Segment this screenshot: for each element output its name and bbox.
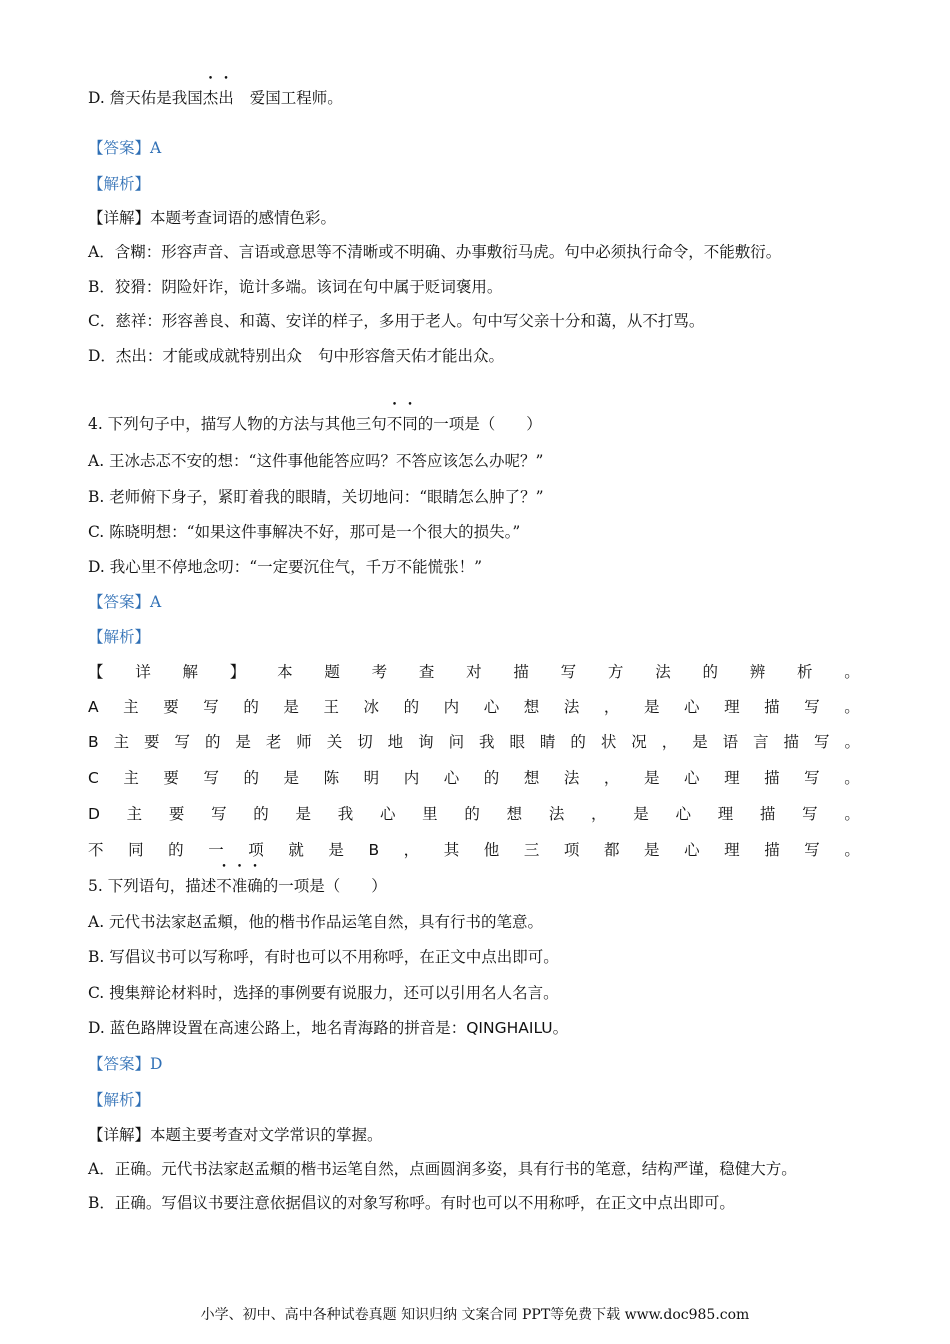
q5-option-a: A. 元代书法家赵孟頫，他的楷书作品运笔自然，具有行书的笔意。 — [88, 913, 544, 931]
q3-analysis-heading: 【解析】 — [88, 175, 151, 193]
detail-char: 描 — [783, 733, 800, 751]
detail-char: ， — [603, 698, 620, 716]
detail-char: 的 — [168, 841, 184, 859]
detail-char: 。 — [844, 733, 860, 751]
detail-char: 析 — [796, 663, 813, 681]
q5-option-d: D. 蓝色路牌设置在高速公路上，地名青海路的拼音是：QINGHAILU。 — [88, 1019, 569, 1037]
detail-char: 项 — [563, 841, 580, 859]
emphasis-dot-char: 不 — [386, 415, 403, 433]
q4-option-b: B. 老师俯下身子，紧盯着我的眼睛，关切地问：“眼睛怎么肿了？” — [88, 488, 544, 506]
detail-char: D — [88, 805, 100, 823]
detail-char: 是 — [644, 841, 660, 859]
detail-char: 方 — [607, 663, 624, 681]
detail-char: 主 — [123, 698, 139, 716]
detail-char: 他 — [483, 841, 500, 859]
detail-char: 理 — [724, 698, 740, 716]
detail-char: 状 — [600, 733, 617, 751]
detail-char: 法 — [655, 663, 671, 681]
detail-char: 要 — [163, 698, 179, 716]
q4-detail-row — [88, 767, 860, 789]
q3-option-d: D. 詹天佑是我国杰出 爱国工程师。 — [88, 89, 343, 107]
detail-char: 写 — [174, 733, 190, 751]
detail-char: 。 — [844, 663, 860, 681]
detail-char: 切 — [357, 733, 373, 751]
detail-char: 要 — [163, 769, 179, 787]
detail-char: 心 — [684, 698, 700, 716]
detail-char: 是 — [295, 805, 312, 823]
detail-char: 。 — [844, 769, 860, 787]
detail-char: 描 — [513, 663, 529, 681]
detail-char: 三 — [523, 841, 540, 859]
detail-char: 老 — [265, 733, 282, 751]
emphasis-dot-char: 确 — [247, 877, 263, 895]
detail-char: 是 — [328, 841, 344, 859]
detail-char: 题 — [324, 663, 340, 681]
detail-char: 询 — [418, 733, 434, 751]
emphasis-dot-char: 杰 — [202, 89, 219, 107]
q3-detail: 【详解】本题考查词语的感情色彩。 — [88, 209, 337, 227]
q4-option-d: D. 我心里不停地念叨：“一定要沉住气，千万不能慌张！” — [88, 558, 483, 576]
detail-char: 主 — [126, 805, 143, 823]
detail-char: 法 — [563, 769, 580, 787]
detail-char: 项 — [248, 841, 264, 859]
detail-char: 问 — [448, 733, 465, 751]
detail-char: 写 — [203, 769, 219, 787]
detail-char: 要 — [144, 733, 160, 751]
detail-char: 写 — [203, 698, 219, 716]
detail-char: 心 — [684, 841, 700, 859]
detail-char: 的 — [403, 698, 420, 716]
detail-char: 心 — [684, 769, 700, 787]
detail-char: 要 — [168, 805, 185, 823]
detail-char: 言 — [753, 733, 769, 751]
q5-stem: 5. 下列语句，描述不准确的一项是（ ） — [88, 877, 387, 895]
detail-char: 就 — [288, 841, 304, 859]
detail-char: ， — [591, 805, 607, 823]
detail-char: 的 — [483, 769, 500, 787]
detail-char: 描 — [764, 769, 780, 787]
detail-char: 是 — [643, 698, 660, 716]
detail-char: 想 — [523, 698, 540, 716]
detail-char: ， — [603, 769, 620, 787]
detail-char: 是 — [643, 769, 660, 787]
detail-char: 心 — [675, 805, 691, 823]
q3-answer: 【答案】A — [88, 139, 162, 157]
detail-char: 描 — [764, 698, 780, 716]
detail-char: 本 — [277, 663, 293, 681]
detail-char: 的 — [204, 733, 221, 751]
detail-char: B — [88, 733, 99, 751]
detail-char: 我 — [479, 733, 495, 751]
detail-char: ， — [661, 733, 678, 751]
emphasis-dot-char: 准 — [231, 877, 248, 895]
q3-explanation-a: A．含糊：形容声音、言语或意思等不清晰或不明确、办事敷衍马虎。句中必须执行命令，不能敷衍。 — [88, 243, 782, 261]
detail-char: 写 — [560, 663, 577, 681]
detail-char: 我 — [337, 805, 354, 823]
q5-option-b: B. 写倡议书可以写称呼，有时也可以不用称呼，在正文中点出即可。 — [88, 948, 559, 966]
detail-char: 写 — [804, 841, 820, 859]
detail-char: 内 — [403, 769, 420, 787]
q4-option-a: A. 王冰忐忑不安的想：“这件事他能答应吗？不答应该怎么办呢？” — [88, 452, 544, 470]
q3-explanation-d: D．杰出：才能或成就特别出众 句中形容詹天佑才能出众。 — [88, 347, 504, 365]
detail-char: 【 — [88, 663, 104, 681]
detail-char: 理 — [724, 769, 740, 787]
detail-char: 描 — [764, 841, 780, 859]
q4-detail-row — [88, 839, 860, 861]
q4-analysis-heading: 【解析】 — [88, 628, 151, 646]
q5-detail: 【详解】本题主要考查对文学常识的掌握。 — [88, 1126, 383, 1144]
detail-char: C — [88, 769, 99, 787]
detail-char: 理 — [724, 841, 740, 859]
detail-char: 详 — [135, 663, 151, 681]
detail-char: 。 — [844, 841, 860, 859]
page-footer: 小学、初中、高中各种试卷真题 知识归纳 文案合同 PPT等免费下载 www.doc985.com — [200, 1307, 750, 1323]
detail-char: B — [368, 841, 380, 859]
detail-char: 都 — [603, 841, 620, 859]
detail-char: 是 — [283, 769, 300, 787]
detail-char: 王 — [323, 698, 339, 716]
q3-explanation-b: B．狡猾：阴险奸诈，诡计多端。该词在句中属于贬词褒用。 — [88, 278, 503, 296]
q4-detail-row — [88, 803, 860, 825]
detail-char: 辨 — [749, 663, 766, 681]
detail-char: 内 — [443, 698, 460, 716]
q4-option-c: C. 陈晓明想：“如果这件事解决不好，那可是一个很大的损失。” — [88, 523, 521, 541]
detail-char: 理 — [717, 805, 734, 823]
emphasis-dot-char: 不 — [216, 877, 232, 895]
detail-char: 】 — [229, 663, 246, 681]
emphasis-dot-char: 同 — [402, 415, 418, 433]
q4-answer: 【答案】A — [88, 593, 162, 611]
detail-char: 考 — [371, 663, 388, 681]
detail-char: 地 — [387, 733, 404, 751]
detail-char: 写 — [814, 733, 830, 751]
detail-char: 一 — [208, 841, 224, 859]
detail-char: 是 — [283, 698, 299, 716]
q5-explanation-a: A．正确。元代书法家赵孟頫的楷书运笔自然，点画圆润多姿，具有行书的笔意，结构严谨，稳健大方。 — [88, 1160, 797, 1178]
detail-char: 主 — [113, 733, 130, 751]
detail-char: 。 — [844, 805, 860, 823]
detail-char: 主 — [123, 769, 139, 787]
detail-char: 写 — [211, 805, 227, 823]
detail-char: 心 — [483, 698, 500, 716]
detail-char: 对 — [466, 663, 482, 681]
detail-char: 查 — [418, 663, 435, 681]
q5-answer: 【答案】D — [88, 1055, 163, 1073]
detail-char: ， — [403, 841, 420, 859]
detail-char: 是 — [235, 733, 251, 751]
q4-detail-row — [88, 661, 860, 683]
detail-char: 的 — [243, 698, 259, 716]
detail-char: 法 — [563, 698, 580, 716]
detail-char: 心 — [443, 769, 460, 787]
detail-char: 明 — [363, 769, 380, 787]
q5-analysis-heading: 【解析】 — [88, 1091, 151, 1109]
detail-char: 的 — [464, 805, 480, 823]
q3-explanation-c: C．慈祥：形容善良、和蔼、安详的样子，多用于老人。句中写父亲十分和蔼，从不打骂。 — [88, 312, 705, 330]
detail-char: 冰 — [363, 698, 380, 716]
detail-char: 里 — [422, 805, 438, 823]
detail-char: 是 — [692, 733, 708, 751]
emphasis-dot-char: 出 — [218, 89, 234, 107]
detail-char: 描 — [759, 805, 776, 823]
detail-char: 心 — [379, 805, 396, 823]
detail-char: 语 — [722, 733, 739, 751]
detail-char: 师 — [296, 733, 312, 751]
detail-char: 眼 — [509, 733, 525, 751]
detail-char: 写 — [804, 698, 820, 716]
detail-char: 是 — [633, 805, 649, 823]
detail-char: 陈 — [323, 769, 340, 787]
detail-char: 同 — [128, 841, 144, 859]
q5-explanation-b: B．正确。写倡议书要注意依据倡议的对象写称呼。有时也可以不用称呼，在正文中点出即可。 — [88, 1194, 735, 1212]
detail-char: A — [88, 698, 99, 716]
detail-char: 的 — [253, 805, 269, 823]
detail-char: 的 — [570, 733, 586, 751]
detail-char: 的 — [243, 769, 260, 787]
detail-char: 法 — [548, 805, 565, 823]
q5-option-c: C. 搜集辩论材料时，选择的事例要有说服力，还可以引用名人名言。 — [88, 984, 559, 1002]
detail-char: 的 — [702, 663, 718, 681]
detail-char: 想 — [523, 769, 540, 787]
detail-char: 想 — [506, 805, 523, 823]
detail-char: 况 — [631, 733, 647, 751]
pinyin-text: QINGHAILU — [466, 1019, 553, 1037]
q4-stem: 4. 下列句子中，描写人物的方法与其他三句不同的一项是（ ） — [88, 415, 542, 433]
detail-char: 。 — [844, 698, 860, 716]
detail-char: 其 — [443, 841, 460, 859]
detail-char: 解 — [182, 663, 199, 681]
detail-char: 关 — [326, 733, 343, 751]
q4-detail-row — [88, 731, 860, 753]
detail-char: 睛 — [539, 733, 556, 751]
detail-char: 写 — [802, 805, 818, 823]
q4-detail-row — [88, 696, 860, 718]
detail-char: 写 — [804, 769, 820, 787]
detail-char: 不 — [88, 841, 104, 859]
